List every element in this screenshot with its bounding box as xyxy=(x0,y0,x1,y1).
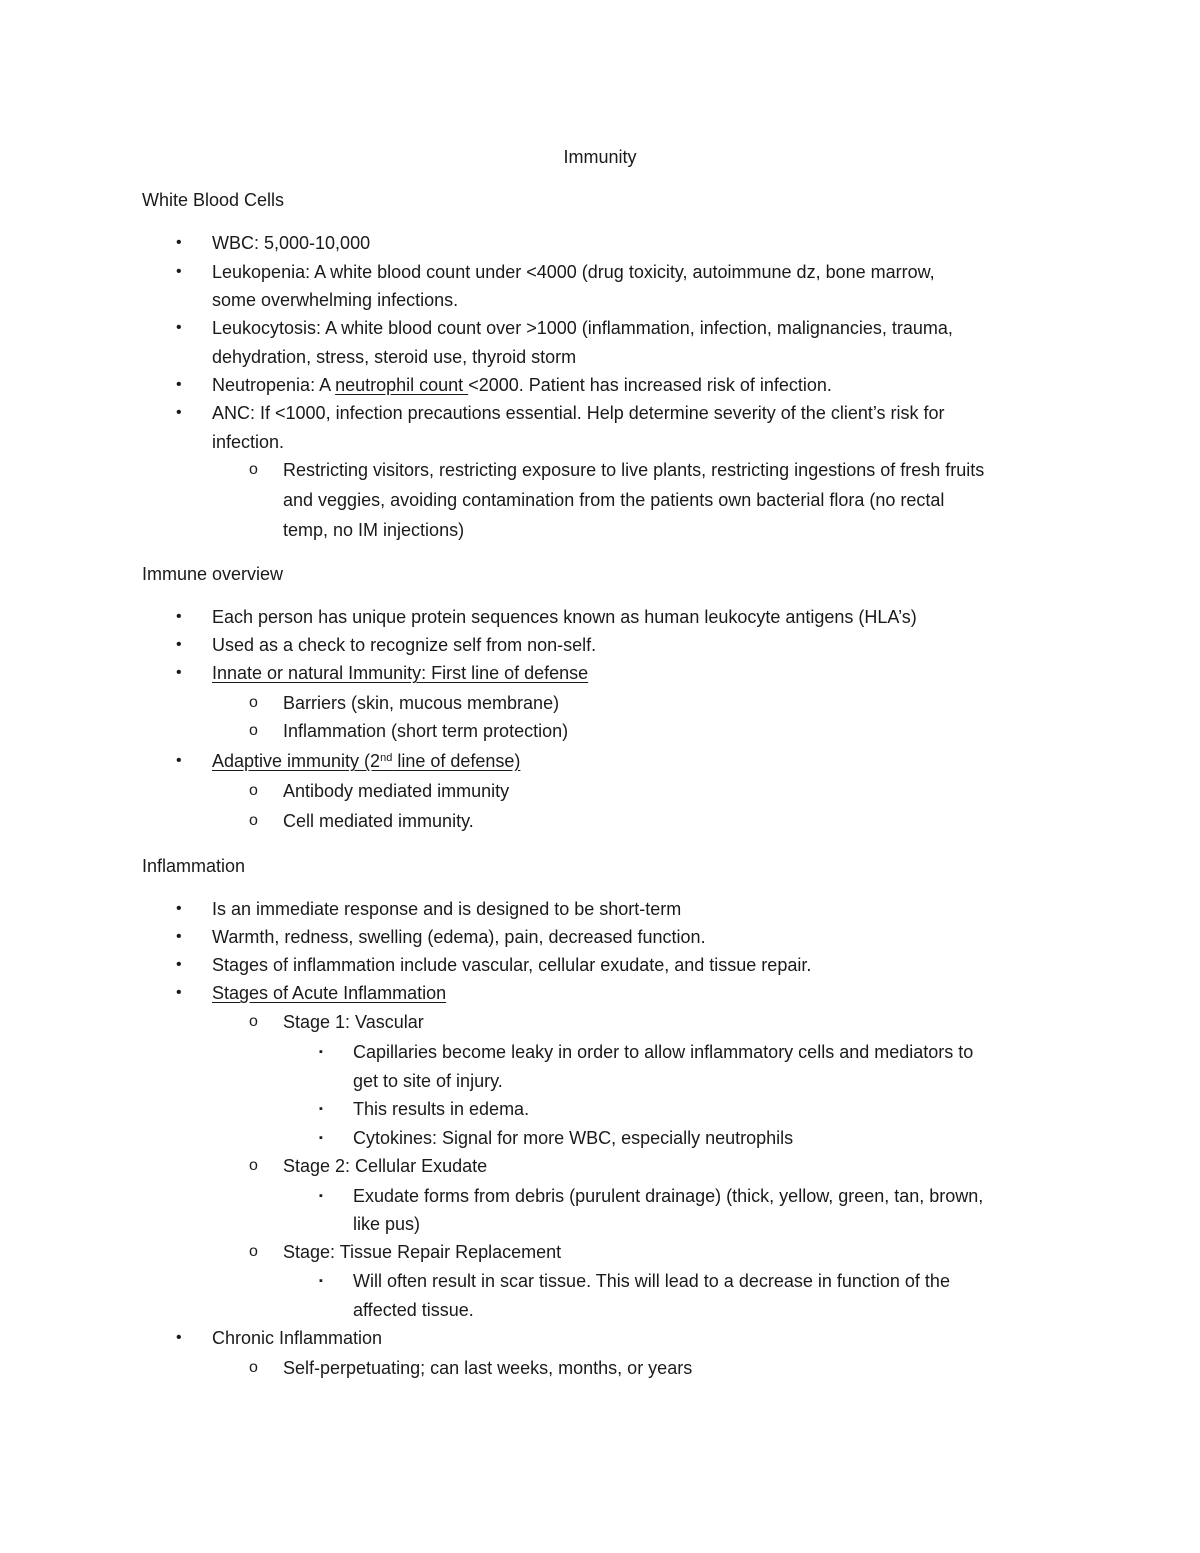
bullet-marker: • xyxy=(176,636,182,653)
adaptive-after: line of defense) xyxy=(392,751,521,771)
list-item xyxy=(176,747,1072,776)
list-item-text: Stage 1: Vascular xyxy=(283,1012,424,1032)
list-item-text: temp, no IM injections) xyxy=(283,520,465,540)
list-item-text: Restricting visitors, restricting exposure to live plants, restricting ingestions of fresh fruits xyxy=(283,460,985,480)
bullet-marker: • xyxy=(176,376,182,393)
list-item xyxy=(176,229,1072,258)
list-item xyxy=(176,314,1072,343)
bullet-marker: • xyxy=(176,664,182,681)
bullet-marker: • xyxy=(176,752,182,769)
sub-list-item-continuation xyxy=(283,486,1073,515)
list-item xyxy=(176,951,1072,980)
list-item xyxy=(176,895,1072,924)
circle-marker: o xyxy=(249,1013,258,1030)
list-item-text: Stages of inflammation include vascular, cellular exudate, and tissue repair. xyxy=(212,955,812,975)
section-heading-immune-overview: Immune overview xyxy=(142,564,284,584)
list-item-text: infection. xyxy=(212,432,285,452)
bullet-marker: • xyxy=(176,956,182,973)
list-item-text: ANC: If <1000, infection precautions essential. Help determine severity of the client’s risk for xyxy=(212,403,945,423)
circle-marker: o xyxy=(249,1157,258,1174)
list-item xyxy=(176,979,1072,1008)
list-item-text: Stages of Acute Inflammation xyxy=(212,983,447,1003)
sub-sub-list-item xyxy=(319,1095,1073,1124)
circle-marker: o xyxy=(249,782,258,799)
list-item xyxy=(176,258,1072,287)
bullet-marker: • xyxy=(176,608,182,625)
sub-list-item xyxy=(249,456,1073,485)
adaptive-immunity-text xyxy=(212,751,520,771)
list-item-text: Antibody mediated immunity xyxy=(283,781,510,801)
circle-marker: o xyxy=(249,722,258,739)
sub-list-item-continuation xyxy=(283,516,1073,545)
neutropenia-suffix: <2000. Patient has increased risk of infection. xyxy=(468,375,832,395)
sub-list-item xyxy=(249,1238,1073,1267)
bullet-marker: • xyxy=(176,900,182,917)
list-item-text: Capillaries become leaky in order to allow inflammatory cells and mediators to xyxy=(353,1042,974,1062)
square-marker: ▪ xyxy=(319,1046,323,1058)
list-item xyxy=(176,659,1072,688)
square-marker: ▪ xyxy=(319,1132,323,1144)
bullet-marker: • xyxy=(176,263,182,280)
list-item-continuation xyxy=(212,428,1072,457)
sub-list-item xyxy=(249,1354,1073,1383)
list-item xyxy=(176,371,1072,400)
list-item-text: Cytokines: Signal for more WBC, especially neutrophils xyxy=(353,1128,794,1148)
list-item-text: dehydration, stress, steroid use, thyroid storm xyxy=(212,347,577,367)
sub-list-item xyxy=(249,777,1073,806)
bullet-marker: • xyxy=(176,319,182,336)
list-item xyxy=(176,1324,1072,1353)
list-item-text: Stage 2: Cellular Exudate xyxy=(283,1156,488,1176)
list-item-continuation xyxy=(212,286,1072,315)
list-item-text: Innate or natural Immunity: First line of defense xyxy=(212,663,589,683)
bullet-marker: • xyxy=(176,928,182,945)
list-item-text: Cell mediated immunity. xyxy=(283,811,474,831)
square-marker: ▪ xyxy=(319,1103,323,1115)
list-item-text: Inflammation (short term protection) xyxy=(283,721,569,741)
list-item-text: Leukocytosis: A white blood count over >1000 (inflammation, infection, malignancies, trauma, xyxy=(212,318,953,338)
sub-sub-list-item-continuation xyxy=(353,1210,1073,1239)
list-item-text: get to site of injury. xyxy=(353,1071,503,1091)
list-item-text: Each person has unique protein sequences known as human leukocyte antigens (HLA’s) xyxy=(212,607,917,627)
bullet-marker: • xyxy=(176,1329,182,1346)
sub-sub-list-item xyxy=(319,1267,1073,1296)
list-item xyxy=(176,603,1072,632)
circle-marker: o xyxy=(249,461,258,478)
list-item-text: some overwhelming infections. xyxy=(212,290,459,310)
sub-sub-list-item xyxy=(319,1038,1073,1067)
section-heading-white-blood-cells: White Blood Cells xyxy=(142,190,285,210)
sub-list-item xyxy=(249,1152,1073,1181)
sub-sub-list-item-continuation xyxy=(353,1067,1073,1096)
sub-list-item xyxy=(249,807,1073,836)
list-item-text: WBC: 5,000-10,000 xyxy=(212,233,371,253)
list-item-text: Stage: Tissue Repair Replacement xyxy=(283,1242,562,1262)
list-item-text: Is an immediate response and is designed to be short-term xyxy=(212,899,682,919)
list-item-continuation xyxy=(212,343,1072,372)
bullet-marker: • xyxy=(176,404,182,421)
list-item-text: Will often result in scar tissue. This will lead to a decrease in function of the xyxy=(353,1271,950,1291)
section-heading-inflammation: Inflammation xyxy=(142,856,246,876)
sub-list-item xyxy=(249,717,1073,746)
list-item-text: Warmth, redness, swelling (edema), pain, decreased function. xyxy=(212,927,706,947)
circle-marker: o xyxy=(249,1243,258,1260)
adaptive-superscript: nd xyxy=(380,752,393,764)
list-item xyxy=(176,631,1072,660)
list-item-text: Self-perpetuating; can last weeks, months, or years xyxy=(283,1358,693,1378)
circle-marker: o xyxy=(249,812,258,829)
sub-list-item xyxy=(249,689,1073,718)
list-item-text: Leukopenia: A white blood count under <4000 (drug toxicity, autoimmune dz, bone marrow, xyxy=(212,262,935,282)
list-item-text: This results in edema. xyxy=(353,1099,530,1119)
circle-marker: o xyxy=(249,1359,258,1376)
list-item-text: affected tissue. xyxy=(353,1300,474,1320)
bullet-marker: • xyxy=(176,234,182,251)
neutropenia-underlined: neutrophil count xyxy=(335,375,469,395)
sub-sub-list-item xyxy=(319,1182,1073,1211)
adaptive-before: Adaptive immunity (2 xyxy=(212,751,381,771)
list-item-text: Used as a check to recognize self from non-self. xyxy=(212,635,597,655)
square-marker: ▪ xyxy=(319,1275,323,1287)
list-item-text: and veggies, avoiding contamination from the patients own bacterial flora (no rectal xyxy=(283,490,945,510)
circle-marker: o xyxy=(249,694,258,711)
list-item-text: Barriers (skin, mucous membrane) xyxy=(283,693,560,713)
list-item xyxy=(176,923,1072,952)
list-item-text: like pus) xyxy=(353,1214,421,1234)
list-item-text: Chronic Inflammation xyxy=(212,1328,383,1348)
sub-sub-list-item xyxy=(319,1124,1073,1153)
bullet-marker: • xyxy=(176,984,182,1001)
sub-sub-list-item-continuation xyxy=(353,1296,1073,1325)
neutropenia-prefix: Neutropenia: A xyxy=(212,375,336,395)
list-item-text: Exudate forms from debris (purulent drainage) (thick, yellow, green, tan, brown, xyxy=(353,1186,984,1206)
sub-list-item xyxy=(249,1008,1073,1037)
list-item xyxy=(176,399,1072,428)
page-title: Immunity xyxy=(563,147,637,167)
square-marker: ▪ xyxy=(319,1190,323,1202)
